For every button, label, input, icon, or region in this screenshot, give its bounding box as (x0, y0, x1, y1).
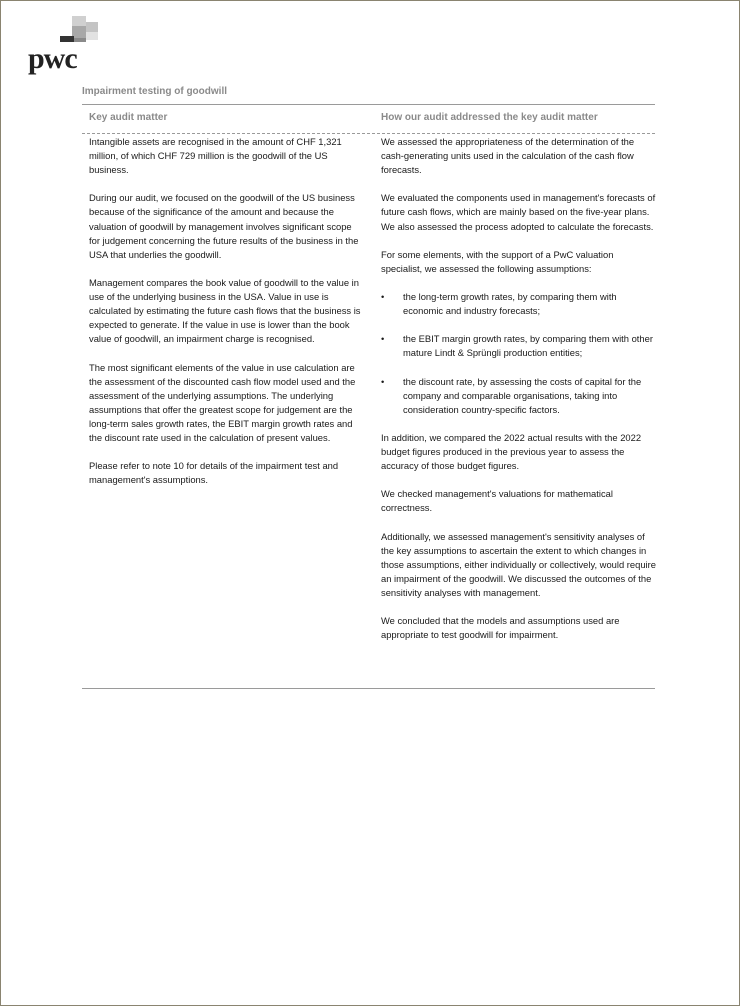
audit-response-column (381, 135, 657, 656)
pwc-logo (28, 16, 108, 75)
paragraph: We concluded that the models and assumptions used are appropriate to test goodwill for impairment. (381, 615, 620, 641)
right-column-header: How our audit addressed the key audit matter (381, 112, 598, 123)
paragraph: Intangible assets are recognised in the amount of CHF 1,321 million, of which CHF 729 million is the goodwill of the US business. (89, 136, 342, 176)
paragraph: Additionally, we assessed management's sensitivity analyses of the key assumptions to ascertain the extent to which changes in those assumptions, either individually or collectively, would require an impairment of the goodwill. We discussed the outcomes of the sensitivity analyses with management. (381, 530, 656, 598)
bullet-text: the long-term growth rates, by comparing them with economic and industry forecasts; (403, 291, 617, 317)
bullet-text: the discount rate, by assessing the costs of capital for the company and comparable organisations, taking into consideration country-specific factors. (403, 375, 642, 415)
bullet-text: the EBIT margin growth rates, by comparing them with other mature Lindt & Sprüngli production entities; (403, 333, 653, 359)
bullet-item (381, 375, 657, 417)
top-rule (82, 104, 655, 105)
paragraph: The most significant elements of the value in use calculation are the assessment of the discounted cash flow model used and the assessment of the underlying assumptions. The underlying assumptions that offer the greatest scope for judgement are the long-term sales growth rates, the EBIT margin growth rates and the discount rate used in the calculation of present values. (89, 361, 356, 443)
paragraph: For some elements, with the support of a PwC valuation specialist, we assessed the following assumptions: (381, 248, 614, 274)
paragraph: Management compares the book value of goodwill to the value in use of the underlying business in the USA. Value in use is calculated by estimating the future cash flows that the business is expected to generate. If the value in use is lower than the book value of goodwill, an impairment charge is recognised. (89, 276, 361, 345)
header-divider (82, 133, 655, 134)
bottom-rule (82, 688, 655, 689)
left-column-header: Key audit matter (89, 112, 168, 123)
paragraph: In addition, we compared the 2022 actual results with the 2022 budget figures produced in the previous year to assess the accuracy of those budget figures. (381, 431, 642, 472)
bullet-marker: • (381, 375, 385, 387)
bullet-marker: • (381, 333, 385, 345)
logo-wordmark: pwc (28, 42, 77, 75)
bullet-marker: • (381, 291, 385, 303)
section-title: Impairment testing of goodwill (82, 86, 227, 97)
paragraph: Please refer to note 10 for details of the impairment test and management's assumptions. (89, 460, 339, 486)
bullet-item (381, 332, 657, 360)
key-audit-matter-column (89, 135, 365, 501)
paragraph: We assessed the appropriateness of the determination of the cash-generating units used in the calculation of the cash flow forecasts. (381, 136, 635, 176)
paragraph: During our audit, we focused on the goodwill of the US business because of the significance of the amount and because the valuation of goodwill by management involves significant scope for judgement concerning the future results of the business in the USA that underlies the goodwill. (89, 192, 359, 260)
bullet-item (381, 290, 657, 318)
paragraph: We checked management's valuations for mathematical correctness. (381, 488, 613, 514)
paragraph: We evaluated the components used in management's forecasts of future cash flows, which are mainly based on the five-year plans. We also assessed the process adopted to calculate the forecasts. (381, 192, 656, 232)
